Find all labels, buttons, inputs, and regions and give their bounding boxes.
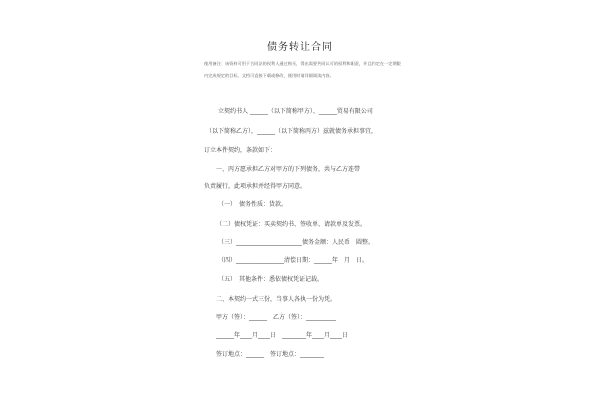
- item-2: （二）债权凭证：买卖契约书、签收单、请款单及发票。: [216, 221, 367, 228]
- clause-1-line-1: 一、丙方愿承担乙方对甲方的下列债务，共与乙方连带: [216, 166, 361, 173]
- party-line-1: 立契约书人 ______（以下简称甲方）、______贸易有限公司: [218, 108, 373, 115]
- party-line-3: 订立本件契约，条款如下：: [204, 147, 277, 154]
- date-line: ______年____月____日 ________年____月____日: [216, 332, 349, 339]
- signature-line: 甲方（签）：______ 乙方（签）：__________: [216, 314, 337, 321]
- item-3: （三）______________________债务金额：人民币 圆整。: [218, 239, 375, 246]
- party-line-2: （以下简称乙方），______（以下简称丙方）兹就债务承担事宜，: [206, 128, 378, 135]
- location-line: 签订地点：______ 签订地点：________: [216, 351, 325, 358]
- usage-note: 使用备注：该资料可用于合同法的权利人通过购买，得出需要共同认可的权利和职责，并且约定在一定期限内完成规定的目标，文档可直接下载或修改，使用时请详细阅读内容。: [204, 61, 401, 78]
- item-1: （一） 债务性质：货款。: [218, 201, 288, 208]
- item-5: （五） 其他条件：悉依债权凭证记载。: [218, 276, 324, 283]
- clause-2: 二、本契约一式三份，当事人各执一份为凭。: [216, 296, 337, 303]
- clause-1-line-2: 负责履行，此项承担并经得甲方同意。: [204, 183, 307, 190]
- item-4: （四）________________清偿日期：______年 月 日。: [218, 257, 369, 264]
- contract-title: 债务转让合同: [267, 42, 333, 53]
